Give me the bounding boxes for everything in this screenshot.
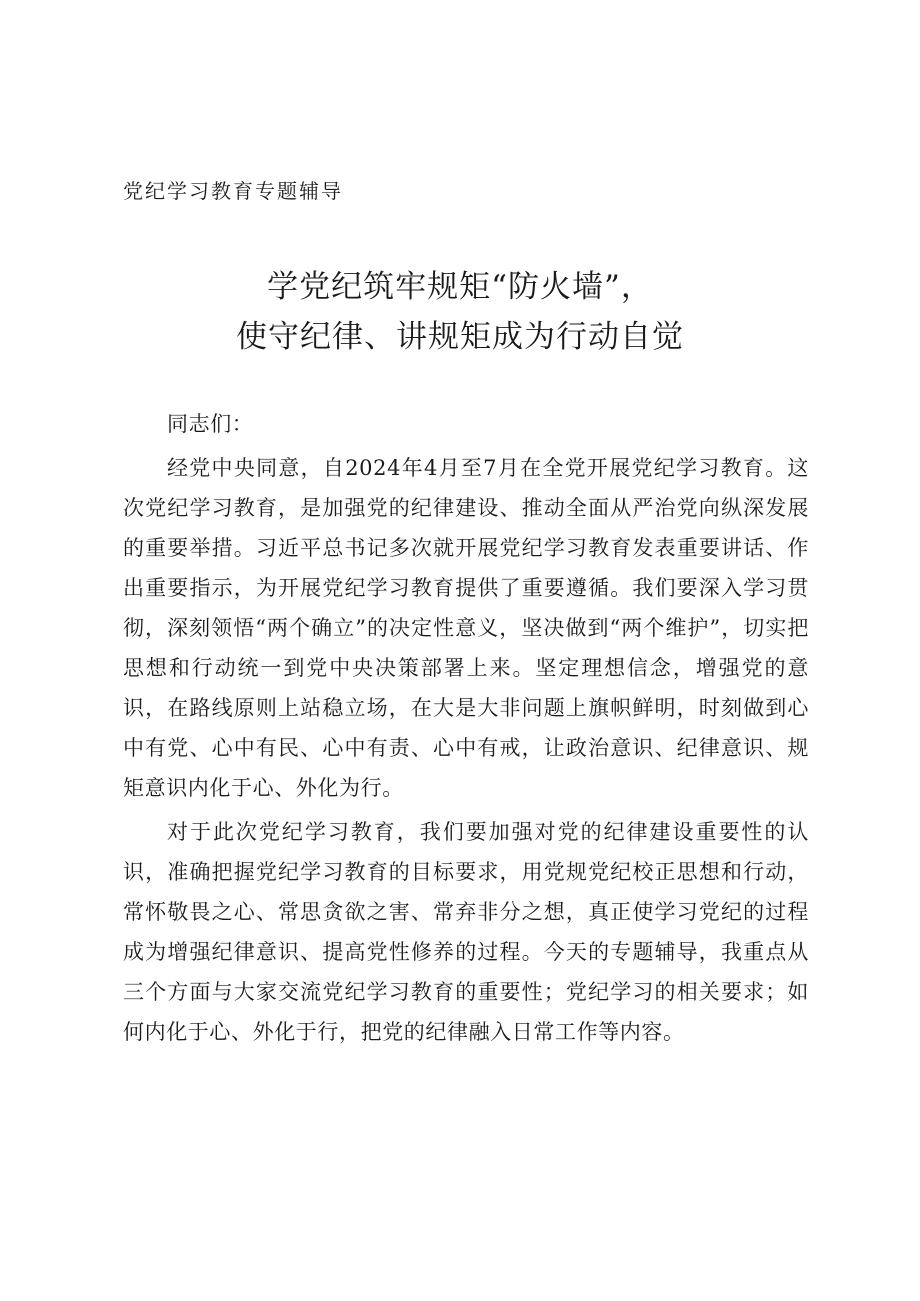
greeting: 同志们： [167, 412, 254, 436]
document-title [0, 262, 920, 362]
header-label: 党纪学习教育专题辅导 [123, 179, 343, 203]
title-line-1: 学党纪筑牢规矩“防火墙”， [267, 269, 653, 305]
document-body [123, 404, 809, 1052]
paragraph: 对于此次党纪学习教育，我们要加强对党的纪律建设重要性的认识，准确把握党纪学习教育的目标要求，用党规党纪校正思想和行动，常怀敬畏之心、常思贪欲之害、常弃非分之想，真正使学习党纪的过程成为增强纪律意识、提高党性修养的过程。今天的专题辅导，我重点从三个方面与大家交流党纪学习教育的重要性；党纪学习的相关要求；如何内化于心、外化于行，把党的纪律融入日常工作等内容。 [123, 820, 809, 1044]
paragraph: 经党中央同意，自2024年4月至7月在全党开展党纪学习教育。这次党纪学习教育，是加强党的纪律建设、推动全面从严治党向纵深发展的重要举措。习近平总书记多次就开展党纪学习教育发表重要讲话、作出重要指示，为开展党纪学习教育提供了重要遵循。我们要深入学习贯彻，深刻领悟“两个确立”的决定性意义，坚决做到“两个维护”，切实把思想和行动统一到党中央决策部署上来。坚定理想信念，增强党的意识，在路线原则上站稳立场，在大是大非问题上旗帜鲜明，时刻做到心中有党、心中有民、心中有责、心中有戒，让政治意识、纪律意识、规矩意识内化于心、外化为行。 [123, 456, 809, 800]
title-line-2: 使守纪律、讲规矩成为行动自觉 [236, 319, 684, 355]
